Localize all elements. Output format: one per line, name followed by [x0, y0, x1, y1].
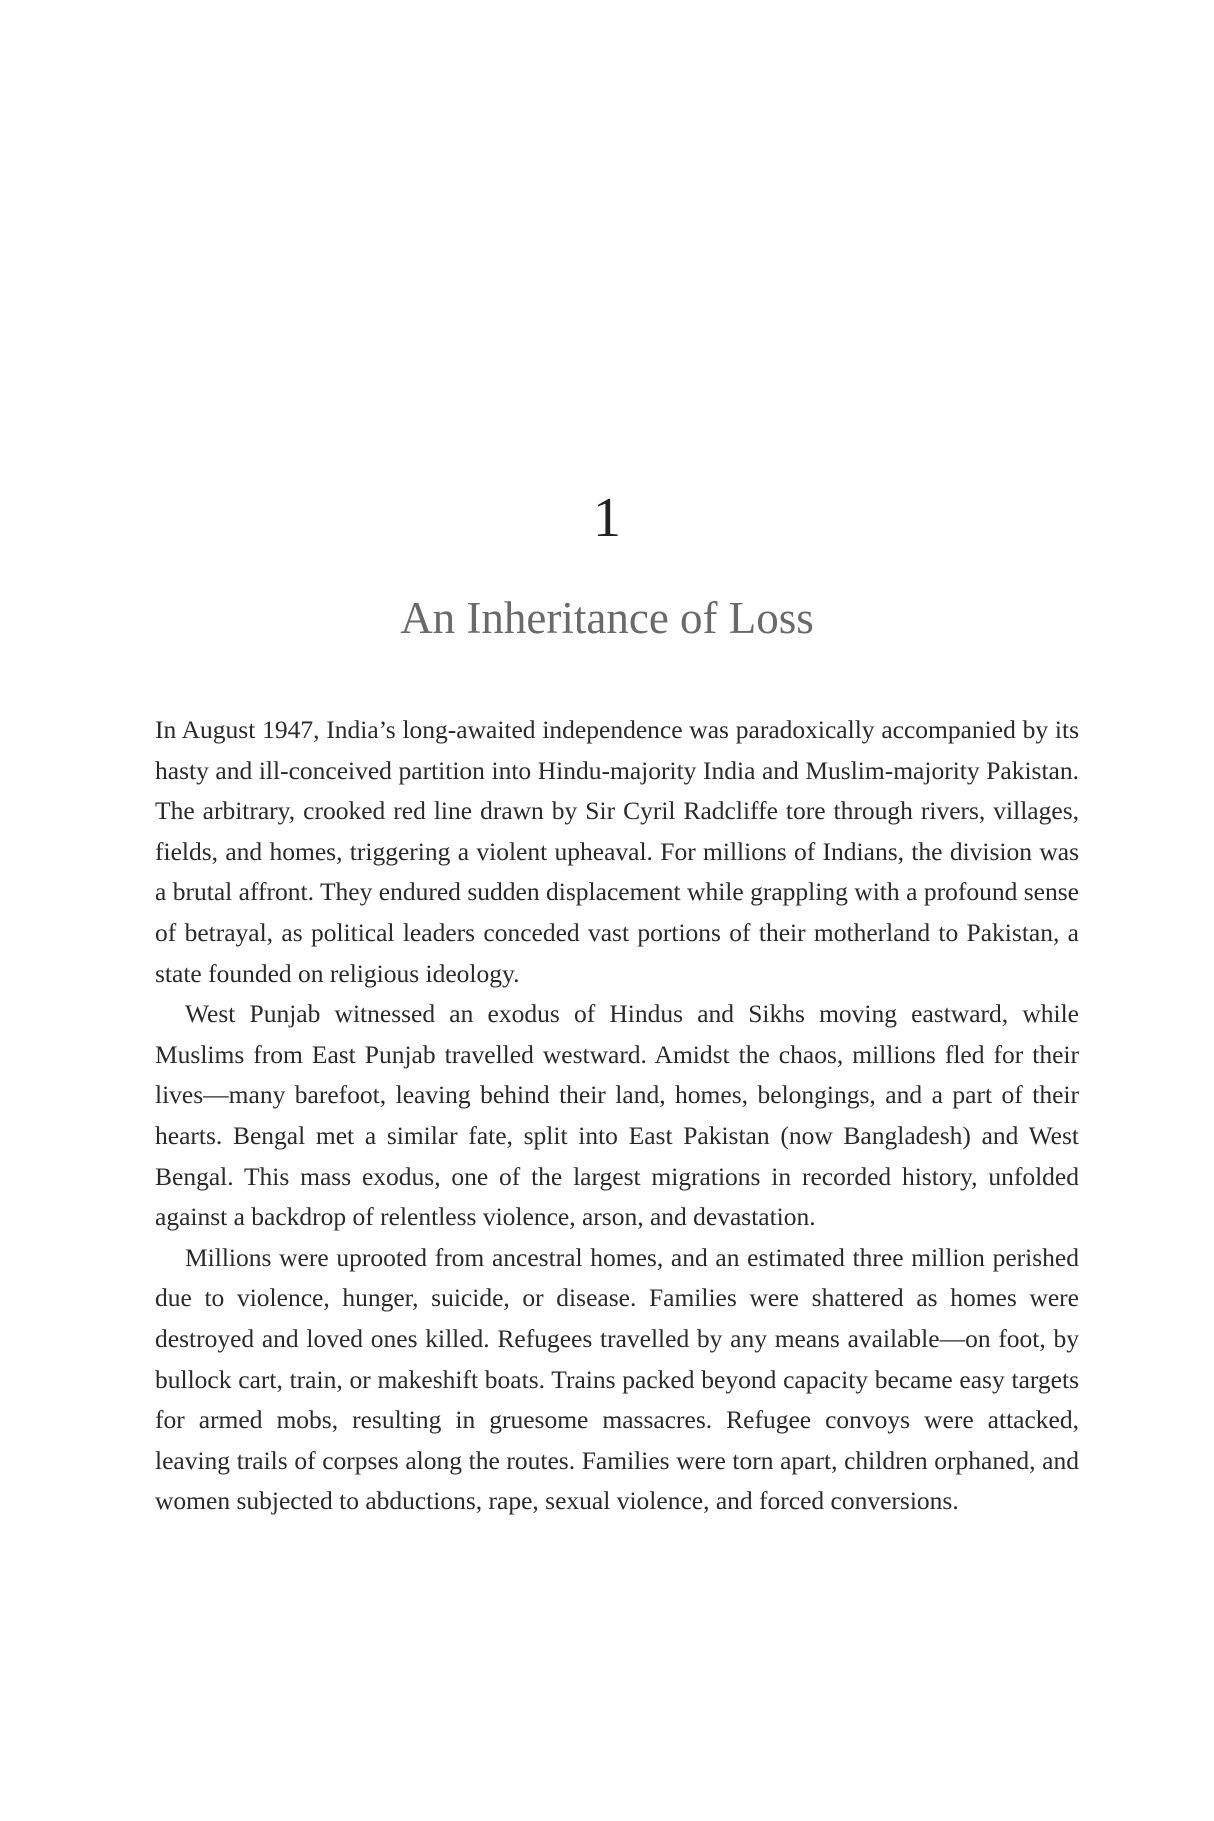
paragraph-1: In August 1947, India’s long-awaited independence was paradoxically accompanied by its hasty and ill-conceived partition into Hindu-majority India and Muslim-majority Pakistan. The arbitrary, crooked red line drawn by Sir Cyril Radcliffe tore through rivers, villages, fields, and homes, triggering a violent upheaval. For millions of Indians, the division was a brutal affront. They endured sudden displacement while grappling with a profound sense of betrayal, as political leaders conceded vast portions of their motherland to Pakistan, a state founded on religious ideology.: [155, 715, 1079, 988]
paragraph-3: Millions were uprooted from ancestral homes, and an estimated three million perished due to violence, hunger, suicide, or disease. Families were shattered as homes were destroyed and loved ones killed. Refugees travelled by any means available—on foot, by bullock cart, train, or makeshift boats. Trains packed beyond capacity became easy targets for armed mobs, resulting in gruesome massacres. Refugee convoys were attacked, leaving trails of corpses along the routes. Families were torn apart, children orphaned, and women subjected to abductions, rape, sexual violence, and forced conversions.: [155, 1242, 1079, 1516]
chapter-body: [155, 710, 1079, 1522]
paragraph-2: West Punjab witnessed an exodus of Hindus and Sikhs moving eastward, while Muslims from East Punjab travelled westward. Amidst the chaos, millions fled for their lives—many barefoot, leaving behind their land, homes, belongings, and a part of their hearts. Bengal met a similar fate, split into East Pakistan (now Bangladesh) and West Bengal. This mass exodus, one of the largest migrations in recorded history, unfolded against a backdrop of relentless violence, arson, and devastation.: [155, 999, 1079, 1232]
chapter-number: 1: [593, 487, 621, 549]
chapter-title: An Inheritance of Loss: [400, 593, 814, 643]
